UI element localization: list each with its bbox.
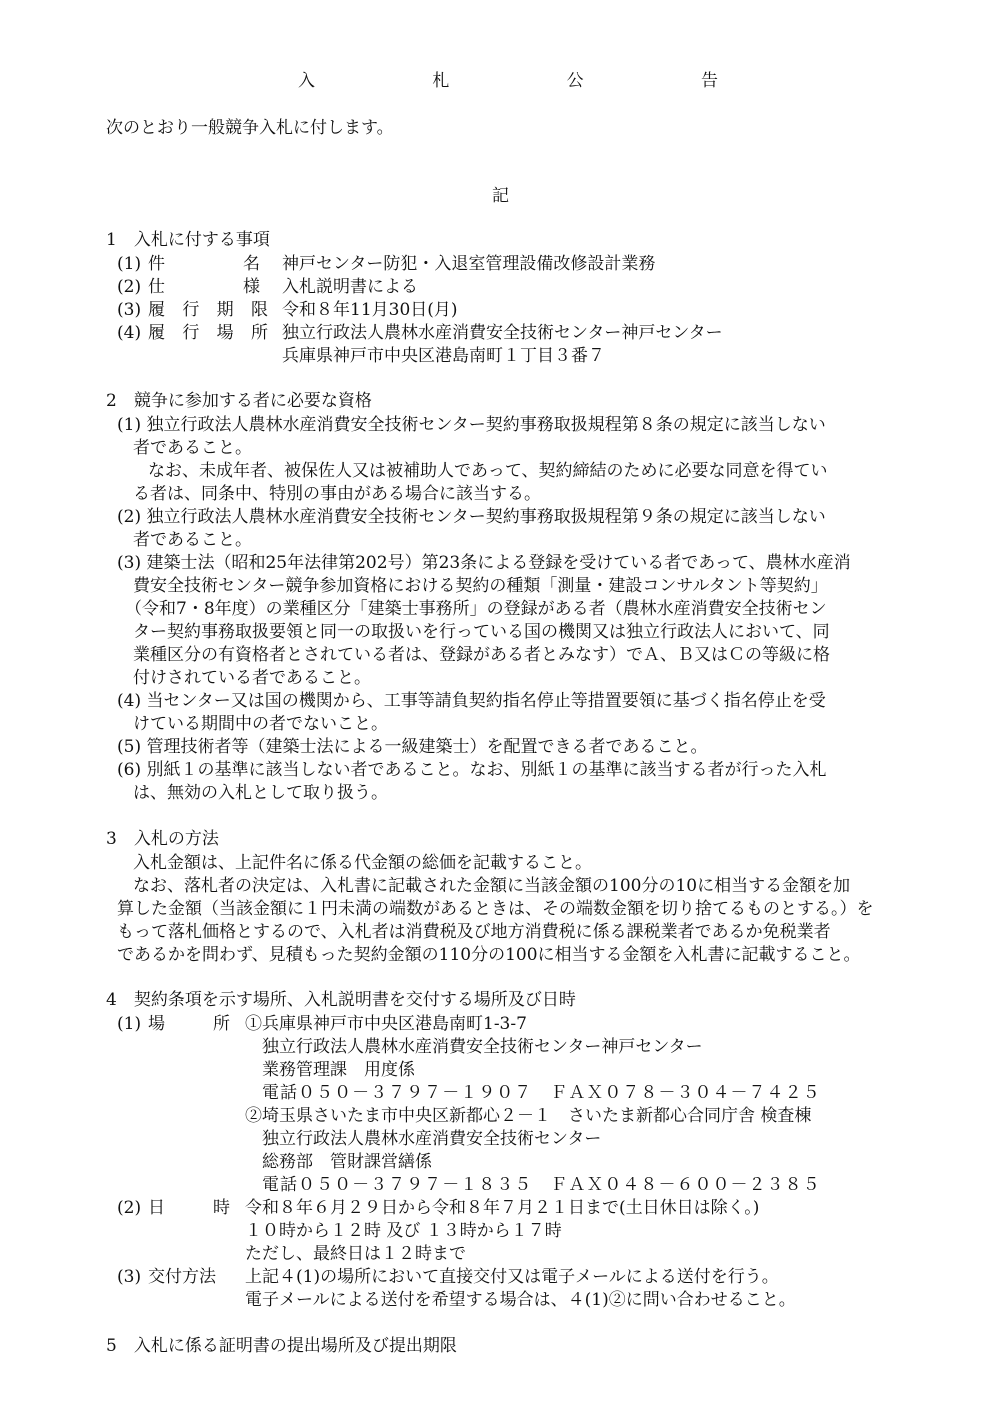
s4-place-num: (1)	[117, 1014, 142, 1034]
s4-method-num: (3)	[117, 1267, 142, 1287]
s2-line: (3) 建築士法（昭和25年法律第202号）第23条による登録を受けている者であって、農林水産消	[117, 553, 851, 573]
s4-method-line: 上記４(1)の場所において直接交付又は電子メールによる送付を行う。	[245, 1267, 779, 1287]
s1-item-4-num: (4)	[117, 323, 142, 343]
s4-place-line: 独立行政法人農林水産消費安全技術センター	[262, 1129, 602, 1149]
s1-item-2-value: 入札説明書による	[282, 277, 418, 297]
s1-item-4-value-2: 兵庫県神戸市中央区港島南町１丁目３番７	[282, 346, 605, 366]
title-char: 公	[566, 71, 584, 91]
s3-line: なお、落札者の決定は、入札書に記載された金額に当該金額の100分の10に相当する金額を加	[133, 876, 851, 896]
s1-item-4-label: 履 行 場 所	[148, 323, 268, 343]
s2-line: ター契約事務取扱要領と同一の取扱いを行っている国の機関又は独立行政法人において、同	[133, 622, 830, 642]
intro-text: 次のとおり一般競争入札に付します。	[106, 118, 394, 138]
s4-time-num: (2)	[117, 1198, 142, 1218]
s2-line: 者であること。	[133, 438, 252, 458]
s4-time-label: 日 時	[148, 1198, 230, 1218]
title-char: 入	[298, 71, 315, 91]
s3-line: もって落札価格とするので、入札者は消費税及び地方消費税に係る課税業者であるか免税業者	[117, 922, 831, 942]
s2-line: けている期間中の者でないこと。	[133, 714, 388, 734]
section-1-heading: 1 入札に付する事項	[106, 230, 270, 250]
s2-line: 者であること。	[133, 530, 252, 550]
s2-line: (6) 別紙１の基準に該当しない者であること。なお、別紙１の基準に該当する者が行った入札	[117, 760, 827, 780]
document-title	[298, 70, 718, 92]
s2-line: 業種区分の有資格者とされている者は、登録がある者とみなす）でＡ、Ｂ又はＣの等級に格	[133, 645, 830, 665]
title-char: 札	[432, 71, 450, 91]
s3-line: であるかを問わず、見積もった契約金額の110分の100に相当する金額を入札書に記載すること。	[117, 945, 861, 965]
s4-place-phone-1: 電話０５０－３７９７－１９０７ ＦＡＸ０７８－３０４－７４２５	[262, 1083, 821, 1103]
s4-time-line: １０時から１２時 及び １３時から１７時	[245, 1221, 562, 1241]
s3-line: 算した金額（当該金額に１円未満の端数があるときは、その端数金額を切り捨てるものとする。）を	[117, 899, 874, 919]
s1-item-1-num: (1)	[117, 254, 142, 274]
s4-place-phone-2: 電話０５０－３７９７－１８３５ ＦＡＸ０４８－６００－２３８５	[262, 1175, 821, 1195]
s1-item-3-num: (3)	[117, 300, 142, 320]
s1-item-2-num: (2)	[117, 277, 142, 297]
s3-line: 入札金額は、上記件名に係る代金額の総価を記載すること。	[133, 853, 592, 873]
s4-time-line: ただし、最終日は１２時まで	[245, 1244, 466, 1264]
section-3-heading: 3 入札の方法	[106, 829, 219, 849]
s2-line: は、無効の入札として取り扱う。	[133, 783, 388, 803]
s2-line: (5) 管理技術者等（建築士法による一級建築士）を配置できる者であること。	[117, 737, 708, 757]
s1-item-1-label: 件 名	[148, 254, 260, 274]
title-char: 告	[700, 71, 718, 91]
s4-method-label: 交付方法	[148, 1267, 216, 1287]
s4-place-line: ①兵庫県神戸市中央区港島南町1-3-7	[245, 1014, 527, 1034]
s4-place-line: 総務部 管財課営繕係	[262, 1152, 432, 1172]
s2-line: なお、未成年者、被保佐人又は被補助人であって、契約締結のために必要な同意を得てい	[148, 461, 828, 481]
s1-item-1-value: 神戸センター防犯・入退室管理設備改修設計業務	[282, 254, 656, 274]
s2-line: 費安全技術センター競争参加資格における契約の種類「測量・建設コンサルタント等契約」	[133, 576, 828, 596]
ki-heading: 記	[492, 186, 509, 206]
s2-line: 付けされている者であること。	[133, 668, 371, 688]
s4-time-line: 令和８年６月２９日から令和８年７月２１日まで(土日休日は除く。)	[245, 1198, 760, 1218]
s2-line: (1) 独立行政法人農林水産消費安全技術センター契約事務取扱規程第８条の規定に該当しない	[117, 415, 826, 435]
s2-line: (4) 当センター又は国の機関から、工事等請負契約指名停止等措置要領に基づく指名停止を受	[117, 691, 826, 711]
s4-place-line: 独立行政法人農林水産消費安全技術センター神戸センター	[262, 1037, 703, 1057]
section-4-heading: 4 契約条項を示す場所、入札説明書を交付する場所及び日時	[106, 990, 576, 1010]
s1-item-4-value: 独立行政法人農林水産消費安全技術センター神戸センター	[282, 323, 723, 343]
s4-place-line: ②埼玉県さいたま市中央区新都心２－１ さいたま新都心合同庁舎 検査棟	[245, 1106, 812, 1126]
s4-place-line: 業務管理課 用度係	[262, 1060, 415, 1080]
s4-method-line: 電子メールによる送付を希望する場合は、４(1)②に問い合わせること。	[245, 1290, 796, 1310]
section-2-heading: 2 競争に参加する者に必要な資格	[106, 391, 372, 411]
s2-line: る者は、同条中、特別の事由がある場合に該当する。	[133, 484, 541, 504]
section-5-heading: 5 入札に係る証明書の提出場所及び提出期限	[106, 1336, 457, 1356]
s1-item-3-value: 令和８年11月30日(月)	[282, 300, 458, 320]
s1-item-3-label: 履 行 期 限	[148, 300, 268, 320]
s1-item-2-label: 仕 様	[148, 277, 260, 297]
s4-place-label: 場 所	[148, 1014, 230, 1034]
s2-line: (2) 独立行政法人農林水産消費安全技術センター契約事務取扱規程第９条の規定に該当しない	[117, 507, 826, 527]
s2-line: （令和7・8年度）の業種区分「建築士事務所」の登録がある者（農林水産消費安全技術セン	[125, 599, 827, 619]
